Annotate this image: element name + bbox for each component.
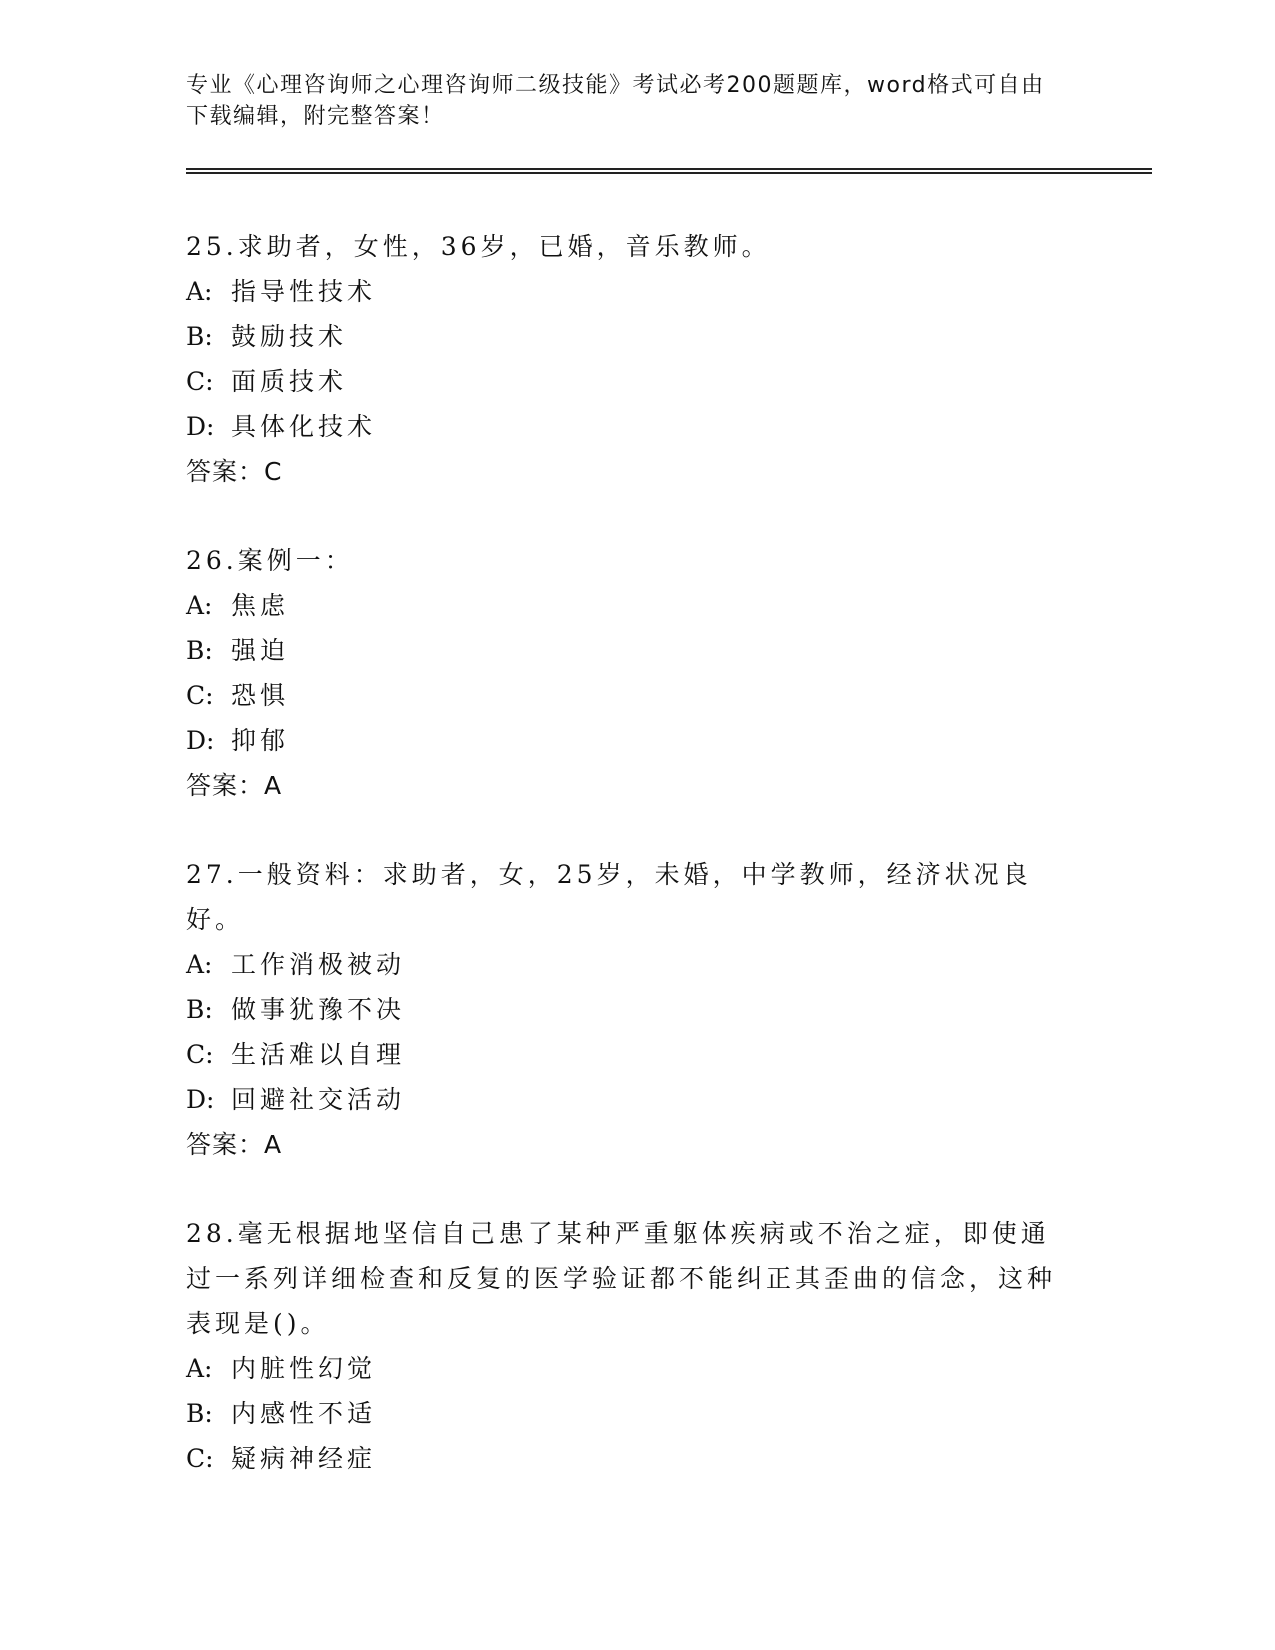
document-header: 专业《心理咨询师之心理咨询师二级技能》考试必考200题题库，word格式可自由下载编辑，附完整答案！ [186,73,1045,129]
option-text: 恐惧 [231,681,290,710]
option-c [186,359,1156,404]
option-b [186,987,1156,1032]
option-d [186,1077,1156,1122]
question-text: 28.毫无根据地坚信自己患了某种严重躯体疾病或不治之症，即使通过一系列详细检查和反复的医学验证都不能纠正其歪曲的信念，这种表现是()。 [186,1219,1057,1338]
option-letter: B: [186,322,213,351]
option-text: 抑郁 [231,726,290,755]
option-text: 回避社交活动 [231,1085,406,1114]
option-d [186,718,1156,763]
option-b [186,628,1156,673]
option-a [186,583,1156,628]
option-text: 做事犹豫不决 [231,995,406,1024]
option-c [186,673,1156,718]
option-text: 具体化技术 [231,412,377,441]
answer-line: 答案：C [186,457,283,486]
option-letter: C: [186,1444,214,1473]
document-page [186,70,1156,1525]
question-list [186,224,1156,1481]
option-text: 内感性不适 [231,1399,377,1428]
answer-line: 答案：A [186,1130,283,1159]
option-text: 鼓励技术 [231,322,348,351]
option-b [186,314,1156,359]
option-c [186,1436,1156,1481]
option-letter: B: [186,1399,213,1428]
option-c [186,1032,1156,1077]
option-text: 面质技术 [231,367,348,396]
header-divider [186,168,1152,174]
option-letter: D: [186,726,215,755]
option-d [186,404,1156,449]
option-letter: B: [186,995,213,1024]
option-letter: D: [186,1085,215,1114]
option-text: 内脏性幻觉 [231,1354,377,1383]
question-25 [186,224,1156,494]
question-text: 27.一般资料：求助者，女，25岁，未婚，中学教师，经济状况良好。 [186,860,1032,934]
question-27 [186,852,1156,1167]
option-letter: A: [186,950,213,979]
option-letter: C: [186,1040,214,1069]
option-letter: C: [186,681,214,710]
option-letter: D: [186,412,215,441]
question-26 [186,538,1156,808]
option-text: 指导性技术 [231,277,377,306]
option-text: 强迫 [231,636,290,665]
question-28 [186,1211,1156,1481]
option-b [186,1391,1156,1436]
question-text: 25.求助者，女性，36岁，已婚，音乐教师。 [186,232,771,261]
question-text: 26.案例一： [186,546,354,575]
option-text: 生活难以自理 [231,1040,406,1069]
option-a [186,1346,1156,1391]
option-letter: C: [186,367,214,396]
option-letter: B: [186,636,213,665]
option-letter: A: [186,277,213,306]
option-letter: A: [186,1354,213,1383]
option-letter: A: [186,591,213,620]
option-text: 疑病神经症 [231,1444,377,1473]
option-text: 工作消极被动 [231,950,406,979]
option-text: 焦虑 [231,591,290,620]
option-a [186,269,1156,314]
answer-line: 答案：A [186,771,283,800]
option-a [186,942,1156,987]
